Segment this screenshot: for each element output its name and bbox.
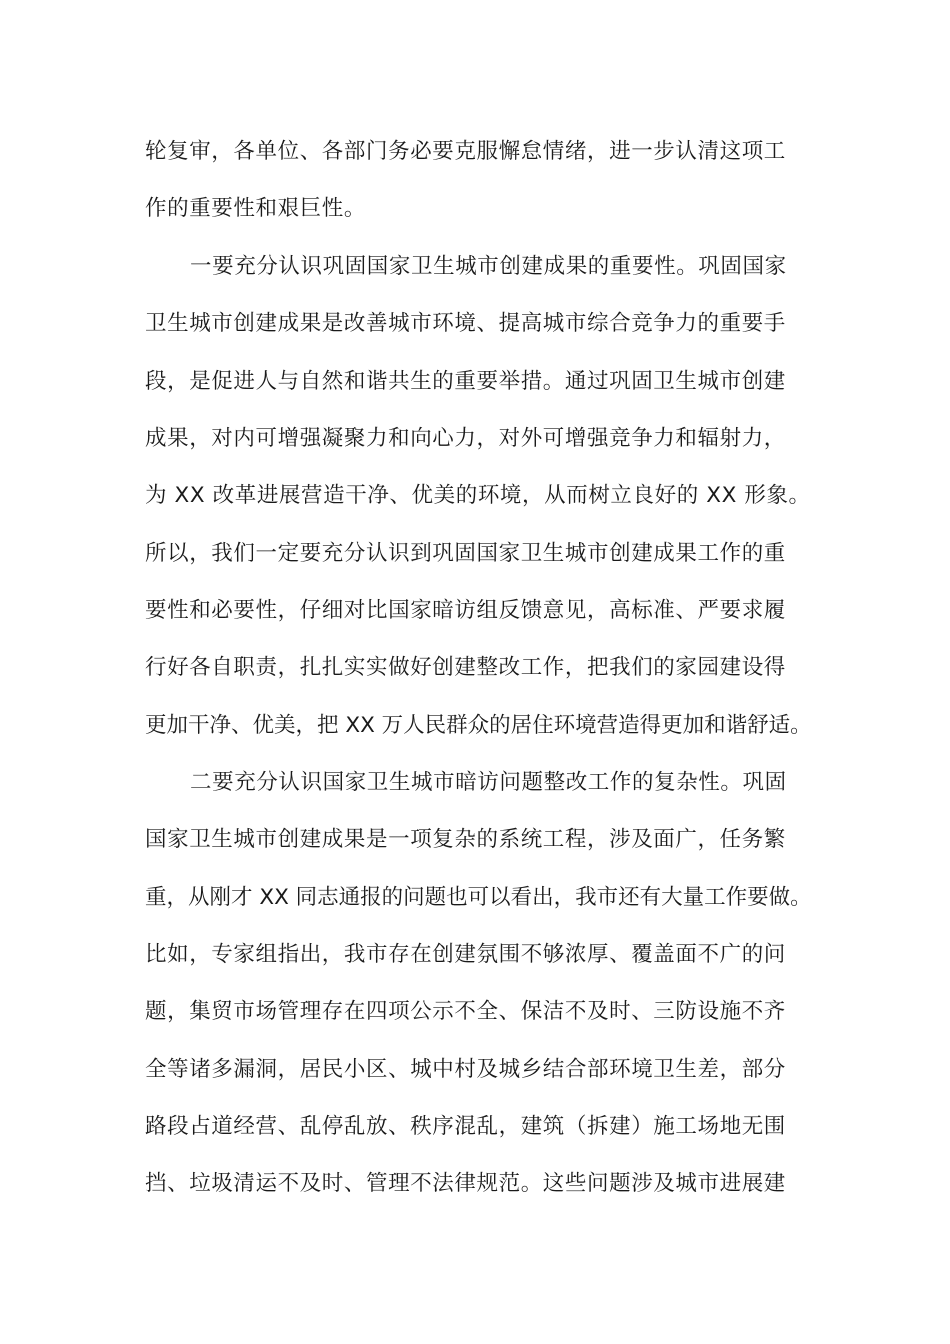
text-line: 成果，对内可增强凝聚力和向心力，对外可增强竞争力和辐射力， (145, 426, 786, 451)
text-line: 全等诸多漏洞，居民小区、城中村及城乡结合部环境卫生差，部分 (145, 1057, 786, 1082)
text-line: 卫生城市创建成果是改善城市环境、提高城市综合竞争力的重要手 (145, 311, 786, 336)
text-line: 国家卫生城市创建成果是一项复杂的系统工程，涉及面广，任务繁 (145, 827, 786, 852)
text-line: 轮复审，各单位、各部门务必要克服懈怠情绪，进一步认清这项工 (145, 139, 786, 164)
text-line: 所以，我们一定要充分认识到巩固国家卫生城市创建成果工作的重 (145, 541, 786, 566)
text-line: 重，从刚才 XX 同志通报的问题也可以看出，我市还有大量工作要做。 (145, 885, 812, 910)
text-line: 题，集贸市场管理存在四项公示不全、保洁不及时、三防设施不齐 (145, 999, 786, 1024)
text-line: 作的重要性和艰巨性。 (145, 196, 367, 221)
paragraph-first-line: 二要充分认识国家卫生城市暗访问题整改工作的复杂性。巩固 (190, 770, 787, 795)
text-line: 更加干净、优美，把 XX 万人民群众的居住环境营造得更加和谐舒适。 (145, 713, 812, 738)
text-line: 路段占道经营、乱停乱放、秩序混乱，建筑（拆建）施工场地无围 (145, 1114, 786, 1139)
text-line: 比如，专家组指出，我市存在创建氛围不够浓厚、覆盖面不广的问 (145, 942, 786, 967)
paragraph-first-line: 一要充分认识巩固国家卫生城市创建成果的重要性。巩固国家 (190, 254, 787, 279)
text-line: 行好各自职责，扎扎实实做好创建整改工作，把我们的家园建设得 (145, 655, 786, 680)
text-line: 挡、垃圾清运不及时、管理不法律规范。这些问题涉及城市进展建 (145, 1171, 786, 1196)
text-line: 段，是促进人与自然和谐共生的重要举措。通过巩固卫生城市创建 (145, 369, 786, 394)
text-line: 为 XX 改革进展营造干净、优美的环境，从而树立良好的 XX 形象。 (145, 483, 811, 508)
text-line: 要性和必要性，仔细对比国家暗访组反馈意见，高标准、严要求履 (145, 598, 786, 623)
